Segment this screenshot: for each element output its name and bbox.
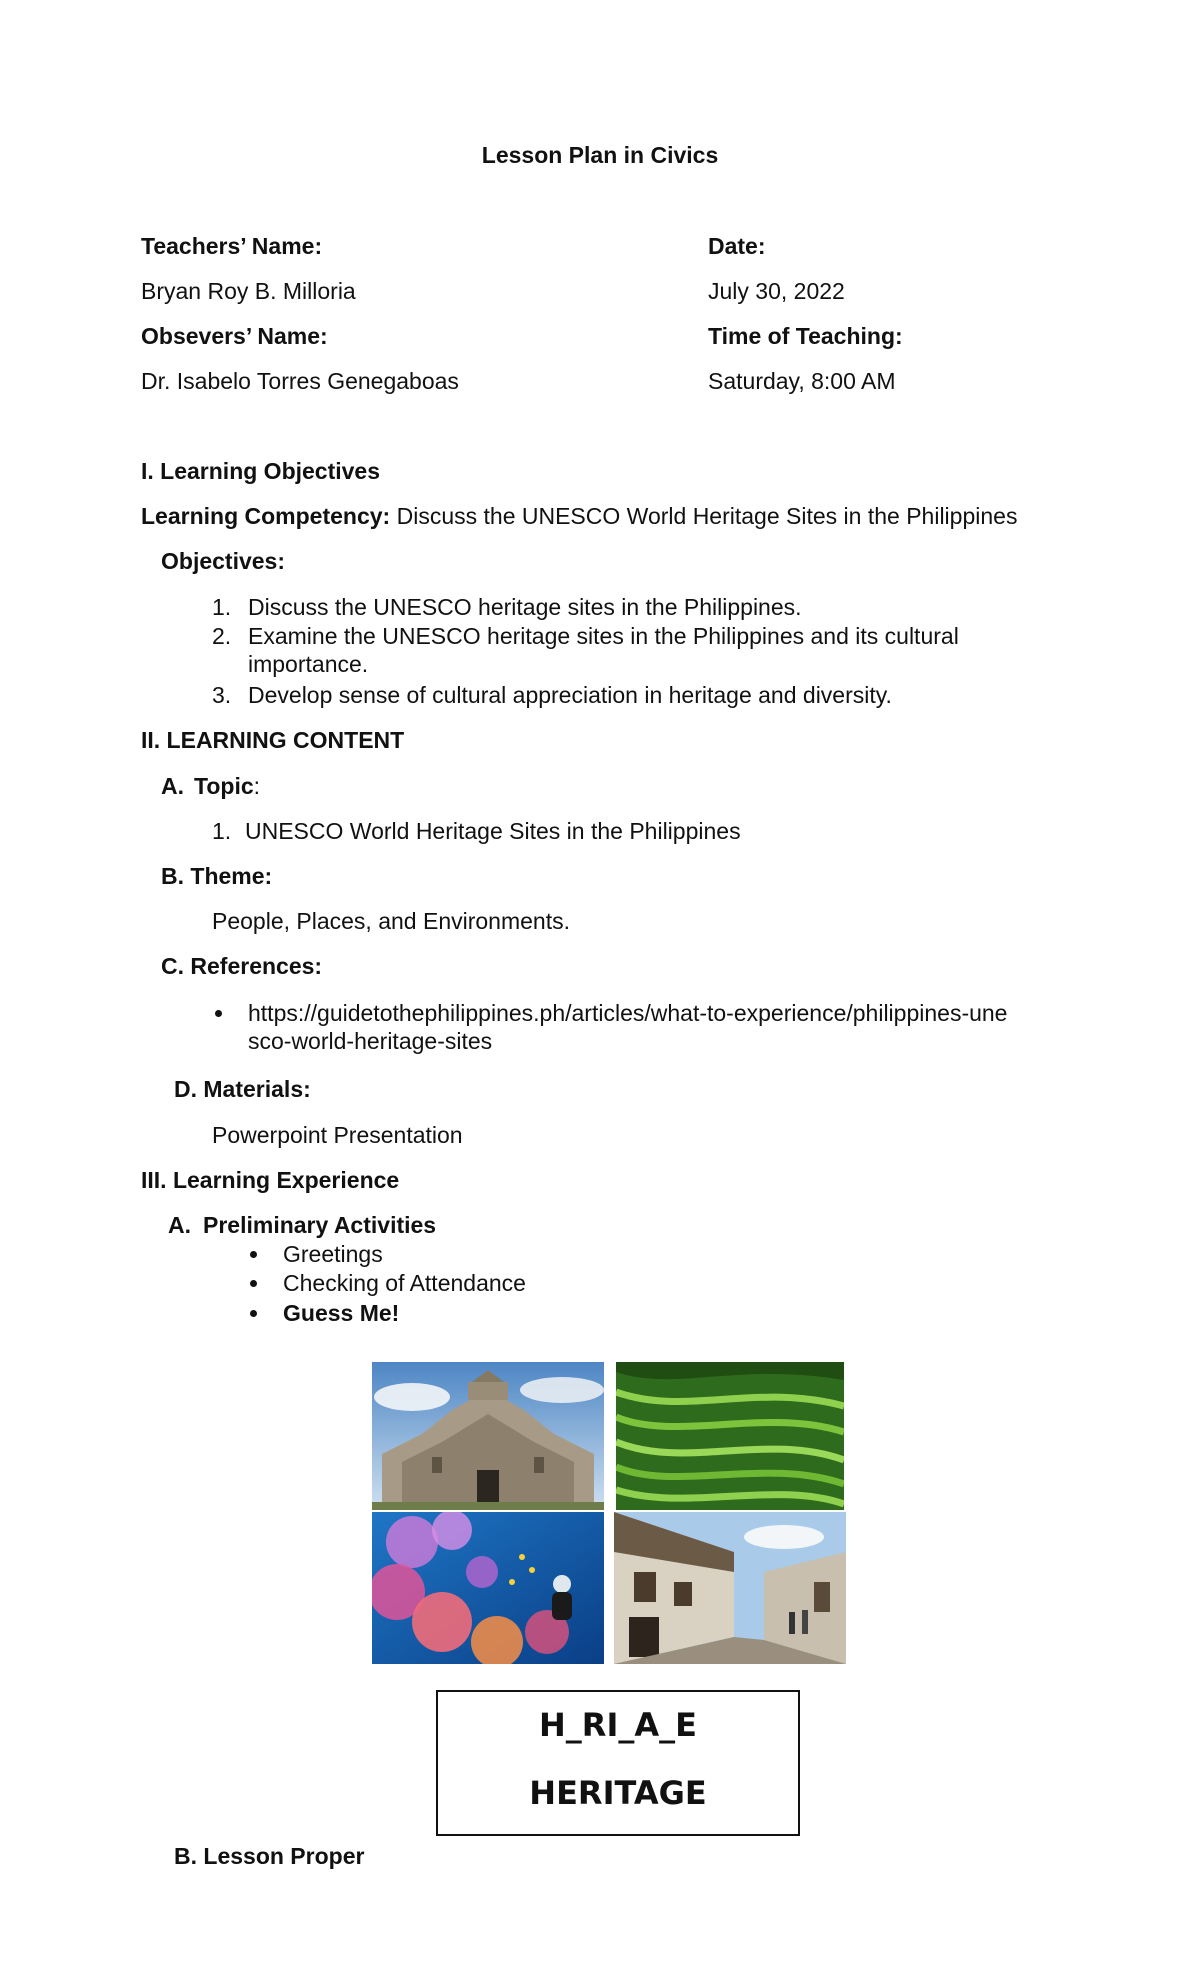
activity-item: Checking of Attendance xyxy=(283,1270,526,1296)
teacher-name-label: Teachers’ Name: xyxy=(141,233,323,259)
objectives-label: Objectives: xyxy=(161,548,285,574)
teacher-name-value: Bryan Roy B. Milloria xyxy=(141,278,356,304)
topic-letter: A. xyxy=(161,773,184,799)
preliminary-letter: A. xyxy=(168,1212,191,1238)
guess-me-box xyxy=(436,1690,800,1836)
date-value: July 30, 2022 xyxy=(708,278,845,304)
page-title: Lesson Plan in Civics xyxy=(481,142,719,168)
materials-text: Powerpoint Presentation xyxy=(212,1122,463,1148)
competency-text: Discuss the UNESCO World Heritage Sites in the Philippines xyxy=(390,503,1018,529)
reference-link[interactable]: https://guidetothephilippines.ph/articles/what-to-experience/philippines-unesco-world-heritage-sites xyxy=(248,1000,1008,1054)
activity-item: Guess Me! xyxy=(283,1300,400,1326)
bullet-icon xyxy=(250,1280,257,1287)
materials-label: D. Materials: xyxy=(174,1076,311,1102)
topic-heading xyxy=(161,772,260,800)
answer-word: HERITAGE xyxy=(529,1774,707,1812)
topic-label: Topic xyxy=(194,773,254,799)
observer-name-label: Obsevers’ Name: xyxy=(141,323,328,349)
lesson-proper-heading: B. Lesson Proper xyxy=(174,1843,365,1869)
observer-name-value: Dr. Isabelo Torres Genegaboas xyxy=(141,368,459,394)
section-1-heading: I. Learning Objectives xyxy=(141,458,381,484)
section-3-heading: III. Learning Experience xyxy=(141,1167,400,1193)
bullet-icon xyxy=(250,1310,257,1317)
topic-item: UNESCO World Heritage Sites in the Philippines xyxy=(245,818,741,844)
preliminary-heading xyxy=(168,1211,436,1239)
objective-number: 1. xyxy=(212,594,232,620)
references-label: C. References: xyxy=(161,953,323,979)
preliminary-label: Preliminary Activities xyxy=(203,1212,437,1238)
time-value: Saturday, 8:00 AM xyxy=(708,368,896,394)
coral-reef-photo xyxy=(372,1512,604,1664)
puzzle-word: H_RI_A_E xyxy=(539,1706,697,1744)
objective-number: 2. xyxy=(212,623,232,649)
objective-item: Discuss the UNESCO heritage sites in the Philippines. xyxy=(248,594,802,620)
church-photo xyxy=(372,1362,604,1510)
rice-terraces-photo xyxy=(616,1362,844,1510)
objective-number: 3. xyxy=(212,682,232,708)
bullet-icon xyxy=(250,1251,257,1258)
bullet-icon xyxy=(215,1010,222,1017)
learning-competency xyxy=(141,502,1017,530)
theme-text: People, Places, and Environments. xyxy=(212,908,570,934)
objective-item: Develop sense of cultural appreciation in heritage and diversity. xyxy=(248,682,892,708)
topic-colon: : xyxy=(253,773,261,799)
competency-label: Learning Competency: xyxy=(141,503,391,529)
date-label: Date: xyxy=(708,233,766,259)
vigan-street-photo xyxy=(614,1512,846,1664)
objective-item: Examine the UNESCO heritage sites in the Philippines and its cultural importance. xyxy=(248,623,959,677)
topic-number: 1. xyxy=(212,818,232,844)
section-2-heading: II. LEARNING CONTENT xyxy=(141,727,405,753)
activity-item: Greetings xyxy=(283,1241,383,1267)
time-label: Time of Teaching: xyxy=(708,323,903,349)
theme-label: B. Theme: xyxy=(161,863,273,889)
